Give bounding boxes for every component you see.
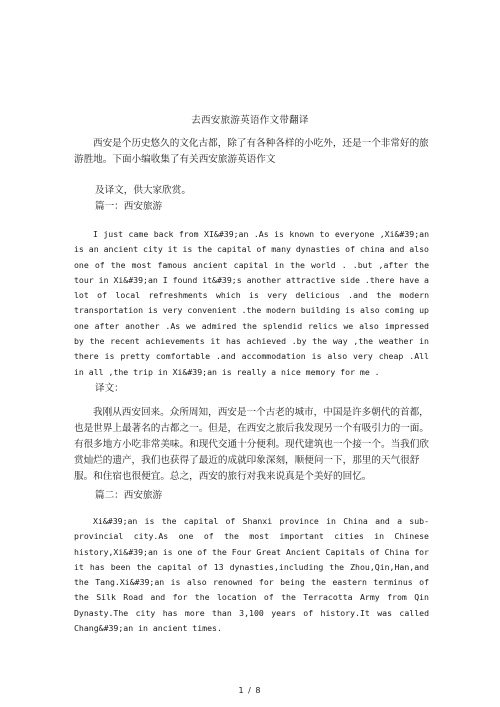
section2-heading: 篇二：西安旅游 (95, 490, 163, 501)
section1-english-text: I just came back from XI&#39;an .As is known to everyone ,Xi&#39;an is an ancient city it is the capital of many dynasties of china and also one of the most famous ancient capital in the world . .but ,after the tour in Xi&#39;an I found it&#39;s another attractive side .there have a lot of local refreshments which is very delicious .and the modern transportation is very convenient .the modern building is also coming up one after another .As we admired the splendid relics we also impressed by the recent achievements it has achieved .by the way ,the weather in there is pretty comfortable .and accommodation is also very cheap .All in all ,the trip in Xi&#39;an is really a nice memory for me . (74, 229, 429, 377)
translation-label: 译文： (95, 383, 124, 394)
page-number: 1 / 8 (238, 686, 262, 695)
document-title: 去西安旅游英语作文带翻译 (191, 115, 309, 126)
intro-paragraph: 西安是个历史悠久的文化古都，除了有各种各样的小吃外，还是一个非常好的旅游胜地。下面小编收集了有关西安旅游英语作文 (74, 138, 429, 165)
section1-heading: 篇一：西安旅游 (95, 201, 163, 212)
section1-chinese-translation: 我刚从西安回来。众所周知，西安是一个古老的城市，中国是许多朝代的首都，也是世界上最著名的古都之一。但是，在西安之旅后我发现另一个有吸引力的一面。有很多地方小吃非常美味。和现代交通十分便利。现代建筑也一个接一个。当我们欣赏灿烂的遗产，我们也获得了最近的成就印象深刻，顺便问一下，那里的天气很舒服。和住宿也很便宜。总之，西安的旅行对我来说真是个美好的回忆。 (74, 407, 429, 482)
section2-english-text: Xi&#39;an is the capital of Shanxi province in China and a sub-provincial city.As one of the most important cities in Chinese history,Xi&#39;an is one of the Four Great Ancient Capitals of China for it has been the capital of 13 dynasties,including the Zhou,Qin,Han,and the Tang.Xi&#39;an is also renowned for being the eastern terminus of the Silk Road and for the location of the Terracotta Army from Qin Dynasty.The city has more than 3,100 years of history.It was called Chang&#39;an in ancient times. (74, 516, 429, 634)
intro-continuation: 及译文，供大家欣赏。 (95, 185, 191, 196)
